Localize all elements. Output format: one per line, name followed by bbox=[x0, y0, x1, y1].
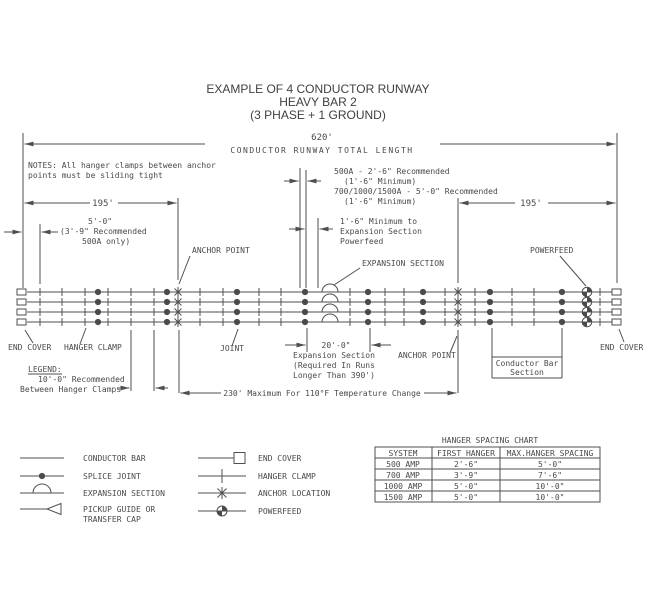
powerfeed-note2: (1'-6" Minimum) bbox=[344, 177, 417, 186]
temperature-note: 230' Maximum For 110°F Temperature Change bbox=[223, 389, 421, 398]
chart-cell: 2'-6" bbox=[453, 460, 479, 469]
chart-cell: 5'-0" bbox=[453, 482, 479, 491]
chart-row bbox=[384, 493, 565, 502]
powerfeed-note3: 700/1000/1500A - 5'-0" Recommended bbox=[334, 187, 498, 196]
chart-cell: 1000 AMP bbox=[383, 482, 423, 491]
powerfeed-note1: 500A - 2'-6" Recommended bbox=[334, 167, 450, 176]
chart-header-first: FIRST HANGER bbox=[437, 449, 495, 458]
chart-title: HANGER SPACING CHART bbox=[441, 436, 539, 445]
chart-header-max: MAX.HANGER SPACING bbox=[506, 449, 594, 458]
title-block bbox=[206, 82, 429, 122]
chart-cell: 5'-0" bbox=[453, 493, 479, 502]
legend-note-line1: 10'-0" Recommended bbox=[38, 375, 125, 384]
conductor-bar-row bbox=[17, 284, 621, 297]
chart-cell: 7'-6" bbox=[537, 471, 563, 480]
expansion-section-symbol bbox=[33, 484, 51, 493]
splice-joint-symbol bbox=[39, 473, 45, 479]
end-cover-symbol bbox=[234, 453, 245, 464]
legend bbox=[20, 453, 330, 525]
legend-anchor-location: ANCHOR LOCATION bbox=[258, 489, 331, 498]
legend-note-line2: Between Hanger Clamps bbox=[20, 385, 122, 394]
notes-block bbox=[28, 161, 216, 180]
first-hanger-note2: 500A only) bbox=[82, 237, 131, 246]
chart-header-system: SYSTEM bbox=[388, 449, 418, 458]
title-line2: HEAVY BAR 2 bbox=[279, 95, 357, 109]
expansion-feed-note2: Expansion Section bbox=[340, 227, 422, 236]
legend-pickup-line1: PICKUP GUIDE OR bbox=[83, 505, 156, 514]
title-line1: EXAMPLE OF 4 CONDUCTOR RUNWAY bbox=[206, 82, 430, 96]
anchor-point-left-label: ANCHOR POINT bbox=[192, 246, 250, 255]
expansion-dim-line2: Expansion Section bbox=[293, 351, 375, 360]
bar-section-line1: Conductor Bar bbox=[495, 359, 559, 368]
anchor-point-right-label: ANCHOR POINT bbox=[398, 351, 456, 360]
legend-pickup-line2: TRANSFER CAP bbox=[83, 515, 141, 524]
powerfeed-label: POWERFEED bbox=[530, 246, 574, 255]
chart-cell: 10'-0" bbox=[535, 493, 565, 502]
chart-cell: 5'-0" bbox=[537, 460, 563, 469]
expansion-feed-note1: 1'-6" Minimum to bbox=[340, 217, 418, 226]
expansion-dim-value: 20'-0" bbox=[321, 341, 351, 350]
first-hanger-value: 5'-0" bbox=[88, 217, 113, 226]
chart-cell: 3'-9" bbox=[453, 471, 479, 480]
powerfeed-symbol bbox=[217, 506, 227, 516]
chart-cell: 10'-0" bbox=[535, 482, 565, 491]
pickup-guide-symbol bbox=[47, 504, 61, 515]
total-length-value: 620' bbox=[311, 133, 333, 143]
chart-cell: 500 AMP bbox=[386, 460, 420, 469]
chart-row bbox=[386, 471, 562, 480]
expansion-dim-line3: (Required In Runs bbox=[293, 361, 375, 370]
joint-label: JOINT bbox=[220, 344, 245, 353]
legend-expansion-section: EXPANSION SECTION bbox=[83, 489, 165, 498]
expansion-feed-note3: Powerfeed bbox=[340, 237, 384, 246]
first-hanger-note1: (3'-9" Recommended bbox=[60, 227, 147, 236]
span-right-value: 195' bbox=[520, 199, 542, 209]
powerfeed-dimension-lines bbox=[284, 168, 333, 288]
legend-end-cover: END COVER bbox=[258, 454, 302, 463]
expansion-dim-line4: Longer Than 390') bbox=[293, 371, 375, 380]
chart-cell: 1500 AMP bbox=[383, 493, 423, 502]
legend-hanger-clamp: HANGER CLAMP bbox=[258, 472, 316, 481]
span-left-value: 195' bbox=[92, 199, 114, 209]
expansion-section-label: EXPANSION SECTION bbox=[362, 259, 444, 268]
callout-labels bbox=[179, 246, 586, 286]
total-length-label: CONDUCTOR RUNWAY TOTAL LENGTH bbox=[230, 146, 414, 155]
legend-powerfeed: POWERFEED bbox=[258, 507, 302, 516]
hanger-spacing-dimension bbox=[117, 330, 458, 393]
powerfeed-note4: (1'-6" Minimum) bbox=[344, 197, 417, 206]
chart-row bbox=[386, 460, 562, 469]
hanger-clamp-label: HANGER CLAMP bbox=[64, 343, 122, 352]
bar-section-line2: Section bbox=[510, 368, 544, 377]
end-cover-right-label: END COVER bbox=[600, 343, 644, 352]
notes-line1: NOTES: All hanger clamps between anchor bbox=[28, 161, 216, 170]
total-length-dimension bbox=[23, 133, 617, 288]
legend-conductor-bar: CONDUCTOR BAR bbox=[83, 454, 146, 463]
title-line3: (3 PHASE + 1 GROUND) bbox=[250, 108, 386, 122]
end-cover-left-label: END COVER bbox=[8, 343, 52, 352]
hanger-spacing-chart bbox=[375, 436, 600, 502]
chart-cell: 700 AMP bbox=[386, 471, 420, 480]
notes-line2: points must be sliding tight bbox=[28, 171, 163, 180]
first-hanger-dimension bbox=[4, 224, 58, 284]
legend-note-title: LEGEND: bbox=[28, 365, 62, 374]
chart-row bbox=[384, 482, 565, 491]
conductor-runway bbox=[17, 284, 621, 327]
legend-splice-joint: SPLICE JOINT bbox=[83, 472, 141, 481]
